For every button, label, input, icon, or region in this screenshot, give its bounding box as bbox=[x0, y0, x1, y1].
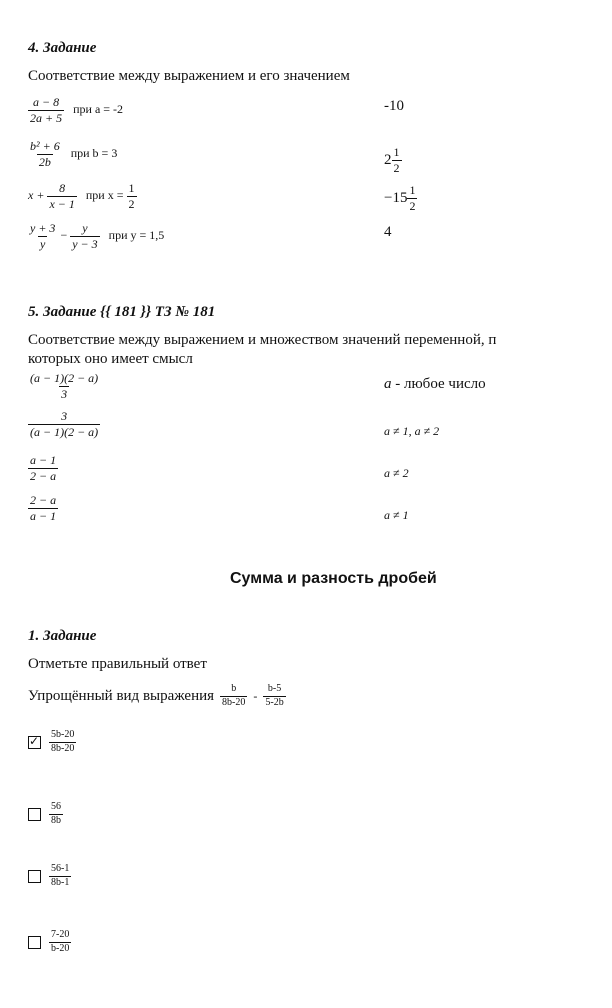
task5-expression-2: $\frac{3}{(a - 1)(2 - a)}$ bbox=[30, 409, 99, 439]
task4-expression-4: $\frac{y + 3}{y}$ − $\frac{y}{y - 3}$ при y = 1,5 bbox=[30, 221, 165, 251]
task4-heading: 4. Задание bbox=[28, 40, 97, 56]
checkbox[interactable] bbox=[28, 870, 41, 883]
answer-option-1[interactable] bbox=[28, 730, 76, 754]
task4-value-4: 4 bbox=[384, 224, 392, 240]
task5-heading: 5. Задание {{ 181 }} ТЗ № 181 bbox=[28, 304, 216, 320]
answer-option-2[interactable] bbox=[28, 802, 63, 826]
task5-value-4: a ≠ 1 bbox=[384, 508, 409, 522]
task4-expression-1: $\frac{a - 8}{2a + 5}$ при a = -2 bbox=[30, 95, 124, 125]
option-fraction: $\frac{56}{8b}$ bbox=[51, 801, 61, 826]
task5-expression-4: $\frac{2 - a}{a - 1}$ bbox=[30, 493, 57, 523]
option-fraction: $\frac{56-1}{8b-1}$ bbox=[51, 863, 70, 888]
task4-value-1: -10 bbox=[384, 98, 404, 114]
task5-expression-3: $\frac{a - 1}{2 - a}$ bbox=[30, 453, 57, 483]
task4-prompt: Соответствие между выражением и его значением bbox=[28, 68, 350, 84]
answer-option-4[interactable] bbox=[28, 930, 71, 954]
task4-expression-2: $\frac{\text{b² + 6}}{2b}$ при b = 3 bbox=[30, 139, 118, 169]
task5-expression-1: $\frac{(a - 1)(2 - a)}{3}$ bbox=[30, 371, 99, 401]
option-fraction: $\frac{7-20}{b-20}$ bbox=[51, 929, 70, 954]
task5-prompt-line2: которых оно имеет смысл bbox=[28, 351, 193, 367]
task5-value-2: a ≠ 1, a ≠ 2 bbox=[384, 424, 440, 438]
task5-value-1: a - любое число bbox=[384, 376, 486, 392]
checkbox[interactable] bbox=[28, 808, 41, 821]
checkbox-checked[interactable] bbox=[28, 736, 41, 749]
answer-option-3[interactable] bbox=[28, 864, 71, 888]
task1-prompt: Отметьте правильный ответ bbox=[28, 656, 207, 672]
task4-value-3: −15 $\frac{1}{2}$ bbox=[384, 183, 416, 213]
task4-value-2: 2 $\frac{1}{2}$ bbox=[384, 145, 400, 175]
option-fraction: $\frac{5b-20}{8b-20}$ bbox=[51, 729, 75, 754]
task5-prompt-line1: Соответствие между выражением и множеством значений переменной, п bbox=[28, 332, 497, 348]
checkbox[interactable] bbox=[28, 936, 41, 949]
task4-expression-3: x + $\frac{8}{x - 1}$ при x = $\frac{1}{2}$ bbox=[28, 181, 135, 211]
task1-heading: 1. Задание bbox=[28, 628, 97, 644]
task1-question: Упрощённый вид выражения $\frac{b}{8b-20}$ - $\frac{b-5}{5-2b}$ bbox=[28, 683, 284, 708]
task5-value-3: a ≠ 2 bbox=[384, 466, 409, 480]
section-title: Сумма и разность дробей bbox=[230, 570, 437, 587]
